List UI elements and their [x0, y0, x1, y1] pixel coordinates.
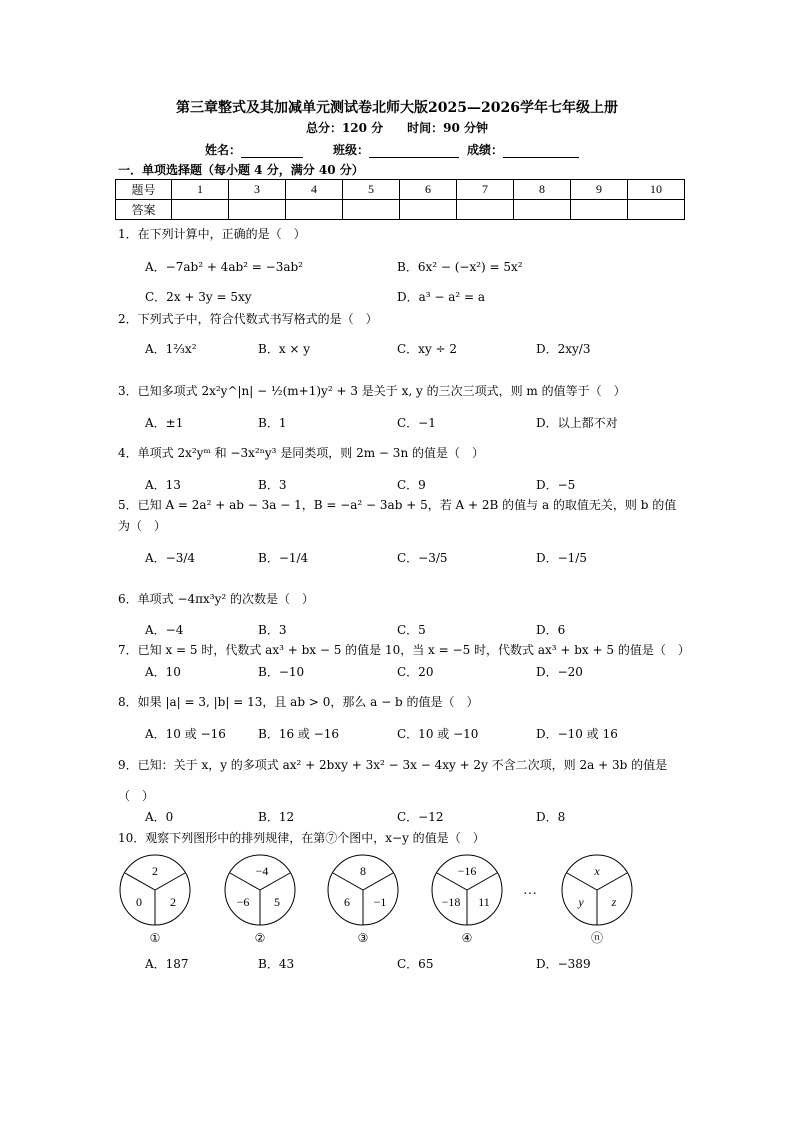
circle-4-top: −16: [457, 864, 477, 878]
circle-2-right: 5: [274, 895, 280, 909]
q8-option-a[interactable]: A．10 或 −16: [145, 727, 226, 741]
q7-option-a[interactable]: A．10: [145, 665, 181, 679]
q5-option-b[interactable]: B．−1/4: [258, 551, 309, 565]
q9-option-b[interactable]: B．12: [258, 810, 295, 824]
answer-cell[interactable]: [286, 200, 343, 220]
q9-option-d[interactable]: D．8: [536, 810, 566, 824]
ellipsis: …: [523, 883, 537, 898]
class-label: 班级：: [333, 143, 370, 157]
q9-option-a[interactable]: A．0: [145, 810, 174, 824]
name-label: 姓名：: [205, 143, 242, 157]
class-field[interactable]: [333, 141, 459, 158]
q1-option-d[interactable]: D．a³ − a² = a: [397, 290, 486, 304]
q7-option-c[interactable]: C．20: [397, 665, 434, 679]
circle-2-left: −6: [236, 895, 250, 909]
q7-option-d[interactable]: D．−20: [536, 665, 583, 679]
pattern-circle-n: [562, 855, 632, 945]
answer-table: [115, 179, 685, 220]
circle-3-right: −1: [373, 895, 387, 909]
question-1-stem: 1．在下列计算中，正确的是（ ）: [118, 227, 306, 241]
score-label: 成绩：: [467, 143, 504, 157]
q2-option-a[interactable]: A．1⅔x²: [145, 342, 197, 356]
circle-2-top: −4: [255, 864, 269, 878]
q8-option-b[interactable]: B．16 或 −16: [258, 727, 340, 741]
page-title: 第三章整式及其加减单元测试卷北师大版2025—2026学年七年级上册: [176, 100, 618, 116]
answer-cell[interactable]: [514, 200, 571, 220]
question-2-stem: 2．下列式子中，符合代数式书写格式的是（ ）: [118, 312, 378, 326]
q10-option-b[interactable]: B．43: [258, 957, 295, 971]
q4-option-a[interactable]: A．13: [145, 478, 181, 492]
q2-option-d[interactable]: D．2xy/3: [536, 342, 591, 356]
q4-option-d[interactable]: D．−5: [536, 478, 576, 492]
circle-2-label: ②: [254, 931, 266, 945]
answer-cell[interactable]: [400, 200, 457, 220]
pattern-circle-3: [328, 855, 398, 945]
question-5-stem: 5．已知 A = 2a² + ab − 3a − 1，B = −a² − 3ab + 5，若 A + 2B 的值与 a 的取值无关，则 b 的值: [118, 498, 677, 512]
q5-option-d[interactable]: D．−1/5: [536, 551, 587, 565]
answer-cell[interactable]: [172, 200, 229, 220]
circle-4-left: −18: [441, 895, 461, 909]
question-3-stem: 3．已知多项式 2x²y^|n| − ½(m+1)y² + 3 是关于 x, y 的三次三项式，则 m 的值等于（ ）: [118, 384, 626, 398]
question-9-stem: 9．已知：关于 x，y 的多项式 ax² + 2bxy + 3x² − 3x − 4xy + 2y 不含二次项，则 2a + 3b 的值是: [118, 758, 668, 772]
q4-option-c[interactable]: C．9: [397, 478, 426, 492]
circle-n-top: x: [594, 864, 600, 878]
table-cell: 9: [571, 180, 628, 200]
table-cell: 5: [343, 180, 400, 200]
q10-option-a[interactable]: A．187: [145, 957, 189, 971]
q1-option-a[interactable]: A．−7ab² + 4ab² = −3ab²: [145, 260, 303, 274]
question-7-stem: 7．已知 x = 5 时，代数式 ax³ + bx − 5 的值是 10，当 x = −5 时，代数式 ax³ + bx + 5 的值是（ ）: [118, 643, 690, 657]
circle-pattern-figure: [0, 850, 794, 950]
q6-option-c[interactable]: C．5: [397, 623, 426, 637]
answer-cell[interactable]: [229, 200, 286, 220]
score-field[interactable]: [467, 141, 579, 158]
q3-option-b[interactable]: B．1: [258, 416, 287, 430]
table-cell: 4: [286, 180, 343, 200]
q1-option-b[interactable]: B．6x² − (−x²) = 5x²: [397, 260, 523, 274]
name-field[interactable]: [205, 141, 303, 158]
circle-3-label: ③: [357, 931, 369, 945]
circle-3-top: 8: [360, 864, 366, 878]
circle-4-right: 11: [478, 895, 490, 909]
question-9-stem-cont: （ ）: [118, 789, 155, 803]
q4-option-b[interactable]: B．3: [258, 478, 287, 492]
table-cell: 7: [457, 180, 514, 200]
q3-option-d[interactable]: D．以上都不对: [536, 416, 618, 430]
q1-option-c[interactable]: C．2x + 3y = 5xy: [145, 290, 252, 304]
q8-option-c[interactable]: C．10 或 −10: [397, 727, 479, 741]
circle-1-label: ①: [149, 931, 161, 945]
q6-option-d[interactable]: D．6: [536, 623, 566, 637]
table-header-cell: 答案: [116, 200, 172, 220]
answer-cell[interactable]: [628, 200, 685, 220]
pattern-circle-2: [225, 855, 295, 945]
table-header-cell: 题号: [116, 180, 172, 200]
circle-n-left: y: [578, 895, 584, 909]
circle-1-top: 2: [152, 864, 158, 878]
q3-option-a[interactable]: A．±1: [145, 416, 184, 430]
answer-cell[interactable]: [343, 200, 400, 220]
circle-n-right: z: [611, 895, 617, 909]
q3-option-c[interactable]: C．−1: [397, 416, 436, 430]
q2-option-b[interactable]: B．x × y: [258, 342, 311, 356]
q9-option-c[interactable]: C．−12: [397, 810, 444, 824]
answer-cell[interactable]: [571, 200, 628, 220]
table-cell: 10: [628, 180, 685, 200]
pattern-circle-4: [432, 855, 502, 945]
q5-option-a[interactable]: A．−3/4: [145, 551, 196, 565]
q6-option-b[interactable]: B．3: [258, 623, 287, 637]
q2-option-c[interactable]: C．xy ÷ 2: [397, 342, 458, 356]
circle-1-left: 0: [136, 895, 142, 909]
table-cell: 3: [229, 180, 286, 200]
question-10-stem: 10．观察下列图形中的排列规律，在第⑦个图中，x−y 的值是（ ）: [118, 831, 485, 845]
q5-option-c[interactable]: C．−3/5: [397, 551, 448, 565]
q10-option-c[interactable]: C．65: [397, 957, 434, 971]
question-6-stem: 6．单项式 −4πx³y² 的次数是（ ）: [118, 592, 315, 606]
table-cell: 1: [172, 180, 229, 200]
circle-1-right: 2: [170, 895, 176, 909]
circle-n-label: ⓝ: [590, 931, 604, 945]
q10-option-d[interactable]: D．−389: [536, 957, 591, 971]
table-cell: 6: [400, 180, 457, 200]
answer-cell[interactable]: [457, 200, 514, 220]
exam-meta: 总分：120 分 时间：90 分钟: [305, 121, 489, 135]
circle-4-label: ④: [461, 931, 473, 945]
section-heading: 一．单项选择题（每小题 4 分，满分 40 分）: [118, 163, 364, 177]
q8-option-d[interactable]: D．−10 或 16: [536, 727, 618, 741]
table-row: [116, 200, 685, 220]
table-row: [116, 180, 685, 200]
table-cell: 8: [514, 180, 571, 200]
q7-option-b[interactable]: B．−10: [258, 665, 305, 679]
question-8-stem: 8．如果 |a| = 3, |b| = 13，且 ab > 0，那么 a − b 的值是（ ）: [118, 695, 479, 709]
circle-3-left: 6: [344, 895, 350, 909]
question-5-stem-cont: 为（ ）: [118, 519, 167, 533]
question-4-stem: 4．单项式 2x²yᵐ 和 −3x²ⁿy³ 是同类项，则 2m − 3n 的值是（ ）: [118, 446, 484, 460]
pattern-circle-1: [120, 855, 190, 945]
q6-option-a[interactable]: A．−4: [145, 623, 184, 637]
